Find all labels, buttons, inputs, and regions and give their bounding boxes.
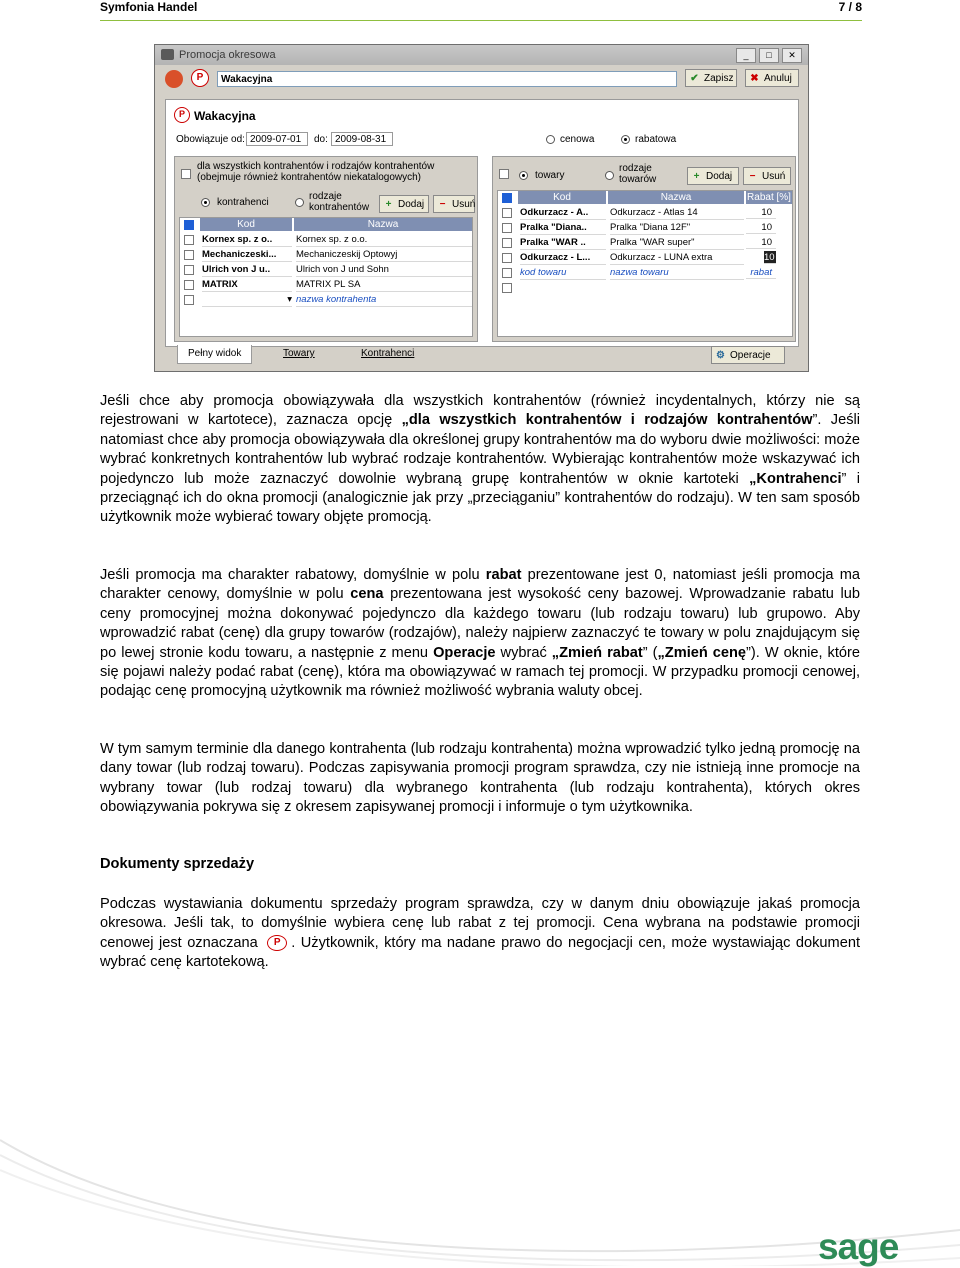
maximize-button[interactable]: □	[759, 48, 779, 63]
goods-radio-label: towary	[535, 170, 565, 181]
contractor-types-label-1: rodzaje	[309, 191, 342, 202]
valid-to-field[interactable]: 2009-08-31	[331, 132, 393, 146]
new-contractor-name-input[interactable]: nazwa kontrahenta	[296, 293, 472, 307]
contractors-radio-label: kontrahenci	[217, 197, 269, 208]
minus-icon: −	[439, 199, 446, 210]
table-row-code[interactable]: Odkurzacz - A..	[520, 206, 606, 220]
page-number: 7 / 8	[838, 0, 862, 14]
decorative-swoosh	[0, 1110, 960, 1266]
paragraph-conflicts: W tym samym terminie dla danego kontrahenta (lub rodzaju kontrahenta) można wprowadzić tylko jedną promocję na dany towar (lub rodzaj towaru). Podczas zapisywania promocji program sprawdza, czy nie istnieją inne promocje na wybrany towar (lub rodzaj towaru) dla wybranego kontrahenta (lub rodzaju kontrahenta), których okres obowiązywania pokrywa się z okresem zapisywanej promocji i informuje o tym użytkownika.	[100, 741, 860, 816]
row-checkbox[interactable]	[184, 235, 194, 245]
row-checkbox[interactable]	[184, 265, 194, 275]
table-row-name[interactable]: Kornex sp. z o.o.	[296, 233, 472, 247]
text-run: ” i przeciągnąć ich do okna promocji (analogicznie jak przy „przeciąganiu” kontrahentów do rodzaju). W ten sam sposób użytkownik może wybierać towary objęte promocją.	[100, 470, 860, 526]
goods-types-label-1: rodzaje	[619, 163, 652, 174]
save-label: Zapisz	[704, 73, 734, 84]
price-p-icon: P	[191, 69, 209, 87]
text-run: . Użytkownik, który ma nadane prawo do negocjacji cen, może wystawiając dokument wybrać cenę kartotekową.	[100, 934, 860, 971]
tab-full-view[interactable]: Pełny widok	[177, 345, 252, 364]
plus-icon: +	[693, 171, 700, 182]
contractor-types-radio[interactable]	[295, 198, 304, 207]
new-goods-discount-input[interactable]: rabat	[746, 266, 776, 279]
price-p-icon: P	[267, 935, 287, 951]
bold-run: „Zmień rabat	[551, 644, 643, 661]
paragraph-discount	[100, 566, 860, 702]
table-row-discount[interactable]: 10	[746, 221, 776, 234]
table-row-code[interactable]: Kornex sp. z o..	[202, 233, 292, 247]
paragraph-contractors	[100, 392, 860, 528]
window-title: Promocja okresowa	[179, 49, 276, 61]
cancel-label: Anuluj	[764, 73, 792, 84]
cancel-icon: ✖	[750, 73, 759, 84]
bold-run: „Zmień cenę	[657, 644, 747, 661]
paragraph-sales-documents	[100, 895, 860, 973]
table-row-name[interactable]: MATRIX PL SA	[296, 278, 472, 292]
col-name-header[interactable]: Nazwa	[294, 218, 472, 231]
remove-label: Usuń	[762, 171, 786, 182]
promotion-window	[154, 44, 809, 372]
contractors-radio[interactable]	[201, 198, 210, 207]
promotion-panel	[165, 99, 799, 347]
operations-label: Operacje	[730, 350, 771, 361]
text-run: ”). W oknie, które się pojawi należy podać rabat (cenę), która ma obowiązywać w ramach tej promocji. W przypadku promocji cenowej, podając cenę promocyjną użytkownik ma również możliwość wybrania waluty obcej.	[100, 644, 860, 700]
remove-contractor-button[interactable]	[433, 195, 475, 213]
text-run: wybrać	[500, 644, 547, 661]
all-contractors-checkbox[interactable]	[181, 169, 191, 179]
table-row-name[interactable]: Odkurzacz - LUNA extra	[610, 251, 744, 265]
table-row-discount[interactable]: 10	[746, 206, 776, 219]
goods-radio[interactable]	[519, 171, 528, 180]
row-checkbox[interactable]	[502, 223, 512, 233]
row-checkbox[interactable]	[184, 280, 194, 290]
row-checkbox[interactable]	[502, 238, 512, 248]
window-toolbar	[155, 66, 808, 94]
add-label: Dodaj	[398, 199, 425, 210]
table-row-code[interactable]: Ulrich von J u..	[202, 263, 292, 277]
table-row-name[interactable]: Ulrich von J und Sohn	[296, 263, 472, 277]
text-run: prezentowana jest wysokość ceny bazowej. Wprowadzanie rabatu lub ceny promocyjnej można dokonywać pojedynczo dla każdego towaru (lub rodzaju towaru) lub grupowo. Aby wprowadzić rabat (cenę) dla grupy towarów (rodzajów), należy najpierw zaznaczyć te towary w polu znajdującym się po lewej stronie kodu towaru, a następnie z menu	[100, 586, 861, 661]
contractor-types-label-2: kontrahentów	[309, 202, 370, 213]
contractors-panel	[174, 156, 478, 342]
bold-run: „Kontrahenci	[749, 470, 842, 487]
price-p-icon: P	[174, 107, 190, 123]
app-icon	[161, 49, 174, 60]
window-titlebar	[155, 45, 808, 65]
goods-grid	[497, 190, 793, 337]
plus-icon: +	[385, 199, 392, 210]
tab-goods[interactable]: Towary	[283, 348, 315, 359]
contractors-grid	[179, 217, 473, 337]
row-checkbox[interactable]	[502, 208, 512, 218]
price-radio-label: cenowa	[560, 134, 595, 145]
add-contractor-button[interactable]	[379, 195, 429, 213]
valid-to-label: do:	[314, 134, 328, 145]
save-button[interactable]	[685, 69, 737, 87]
cancel-button[interactable]	[745, 69, 799, 87]
goods-types-label-2: towarów	[619, 174, 657, 185]
text-run: Jeśli chce aby promocja obowiązywała dla wszystkich kontrahentów (również incydentalnych, którzy nie są rejestrowani w kartotece), zaznacza opcję	[100, 393, 860, 429]
all-contractors-label: dla wszystkich kontrahentów i rodzajów kontrahentów	[197, 161, 435, 172]
section-heading: Dokumenty sprzedaży	[100, 856, 255, 872]
discount-icon	[165, 70, 183, 88]
col-code-header[interactable]: Kod	[200, 218, 292, 231]
text-run: prezentowane jest 0, natomiast jeśli promocja ma charakter cenowy, domyślnie w polu	[100, 567, 860, 603]
col-name-header[interactable]: Nazwa	[608, 191, 744, 204]
col-code-header[interactable]: Kod	[518, 191, 606, 204]
view-tabs	[165, 345, 797, 365]
row-checkbox[interactable]	[502, 268, 512, 278]
valid-from-label: Obowiązuje od:	[176, 134, 245, 145]
table-row-code[interactable]: MATRIX	[202, 278, 292, 292]
row-checkbox[interactable]	[184, 250, 194, 260]
tab-contractors[interactable]: Kontrahenci	[361, 348, 415, 359]
table-row-name[interactable]: Odkurzacz - Atlas 14	[610, 206, 744, 220]
row-checkbox[interactable]	[502, 253, 512, 263]
sage-logo: sage	[818, 1226, 899, 1267]
promotion-title: Wakacyjna	[194, 109, 256, 123]
operations-button[interactable]	[711, 346, 785, 364]
bold-run: cena	[350, 586, 384, 603]
all-contractors-note: (obejmuje również kontrahentów niekatalogowych)	[197, 172, 422, 183]
table-row-code[interactable]: Pralka "WAR ..	[520, 236, 606, 250]
page-header	[100, 0, 862, 21]
close-button[interactable]: ✕	[782, 48, 802, 63]
bold-run: „dla wszystkich kontrahentów i rodzajów kontrahentów	[401, 412, 813, 429]
check-icon: ✔	[690, 73, 699, 84]
text-run: Jeśli promocja ma charakter rabatowy, domyślnie w polu	[100, 567, 480, 583]
discount-radio-label: rabatowa	[635, 134, 677, 145]
row-checkbox[interactable]	[184, 295, 194, 305]
new-goods-code-input[interactable]: kod towaru	[520, 266, 606, 280]
row-checkbox[interactable]	[502, 283, 512, 293]
col-discount-header[interactable]: Rabat [%]	[747, 192, 791, 203]
select-all-checkbox[interactable]	[184, 220, 194, 230]
goods-types-radio[interactable]	[605, 171, 614, 180]
table-row-name[interactable]: Mechaniczeskij Optowyj	[296, 248, 472, 262]
price-radio[interactable]	[546, 135, 555, 144]
text-run: Podczas wystawiania dokumentu sprzedaży program sprawdza, czy w danym dniu obowiązuje jakaś promocja okresowa. Jeśli tak, to domyślnie wybiera cenę lub rabat z tej promocji. Cena wybrana na podstawie promocji cenowej jest oznaczana	[100, 896, 860, 951]
valid-from-field[interactable]: 2009-07-01	[246, 132, 308, 146]
text-run: ” (	[642, 644, 658, 661]
remove-goods-button[interactable]	[743, 167, 791, 185]
table-row-name[interactable]: Pralka "WAR super"	[610, 236, 744, 250]
add-label: Dodaj	[706, 171, 733, 182]
bold-run: rabat	[485, 567, 522, 583]
goods-panel	[492, 156, 796, 342]
code-dropdown[interactable]: ▾	[202, 293, 292, 307]
bold-run: Operacje	[433, 644, 496, 661]
new-goods-name-input[interactable]: nazwa towaru	[610, 266, 744, 280]
all-goods-checkbox[interactable]	[499, 169, 509, 179]
discount-radio[interactable]	[621, 135, 630, 144]
text-run: ”. Jeśli natomiast chce aby promocja obowiązywała dla określonej grupy kontrahentów ma do wyboru dwie możliwości: może wybrać konkretnych kontrahentów lub wybrać rodzaje kontrahentów. Wybierając kontrahentów może wskazywać ich pojedynczo lub może zaznaczyć dowolnie wybraną grupę kontrahentów w oknie kartoteki	[100, 412, 860, 487]
gear-icon: ⚙	[716, 350, 725, 361]
add-goods-button[interactable]	[687, 167, 739, 185]
table-row-discount[interactable]: 10	[746, 236, 776, 249]
table-row-discount-editing[interactable]: 10	[764, 252, 775, 263]
table-row-name[interactable]: Pralka "Diana 12F"	[610, 221, 744, 235]
table-row-code[interactable]: Pralka "Diana..	[520, 221, 606, 235]
minimize-button[interactable]: _	[736, 48, 756, 63]
document-title: Symfonia Handel	[100, 0, 198, 14]
select-all-checkbox[interactable]	[502, 193, 512, 203]
promotion-name-field[interactable]: Wakacyjna	[217, 71, 677, 87]
table-row-code[interactable]: Odkurzacz - L...	[520, 251, 606, 265]
minus-icon: −	[749, 171, 756, 182]
remove-label: Usuń	[452, 199, 476, 210]
table-row-code[interactable]: Mechaniczeski...	[202, 248, 292, 262]
